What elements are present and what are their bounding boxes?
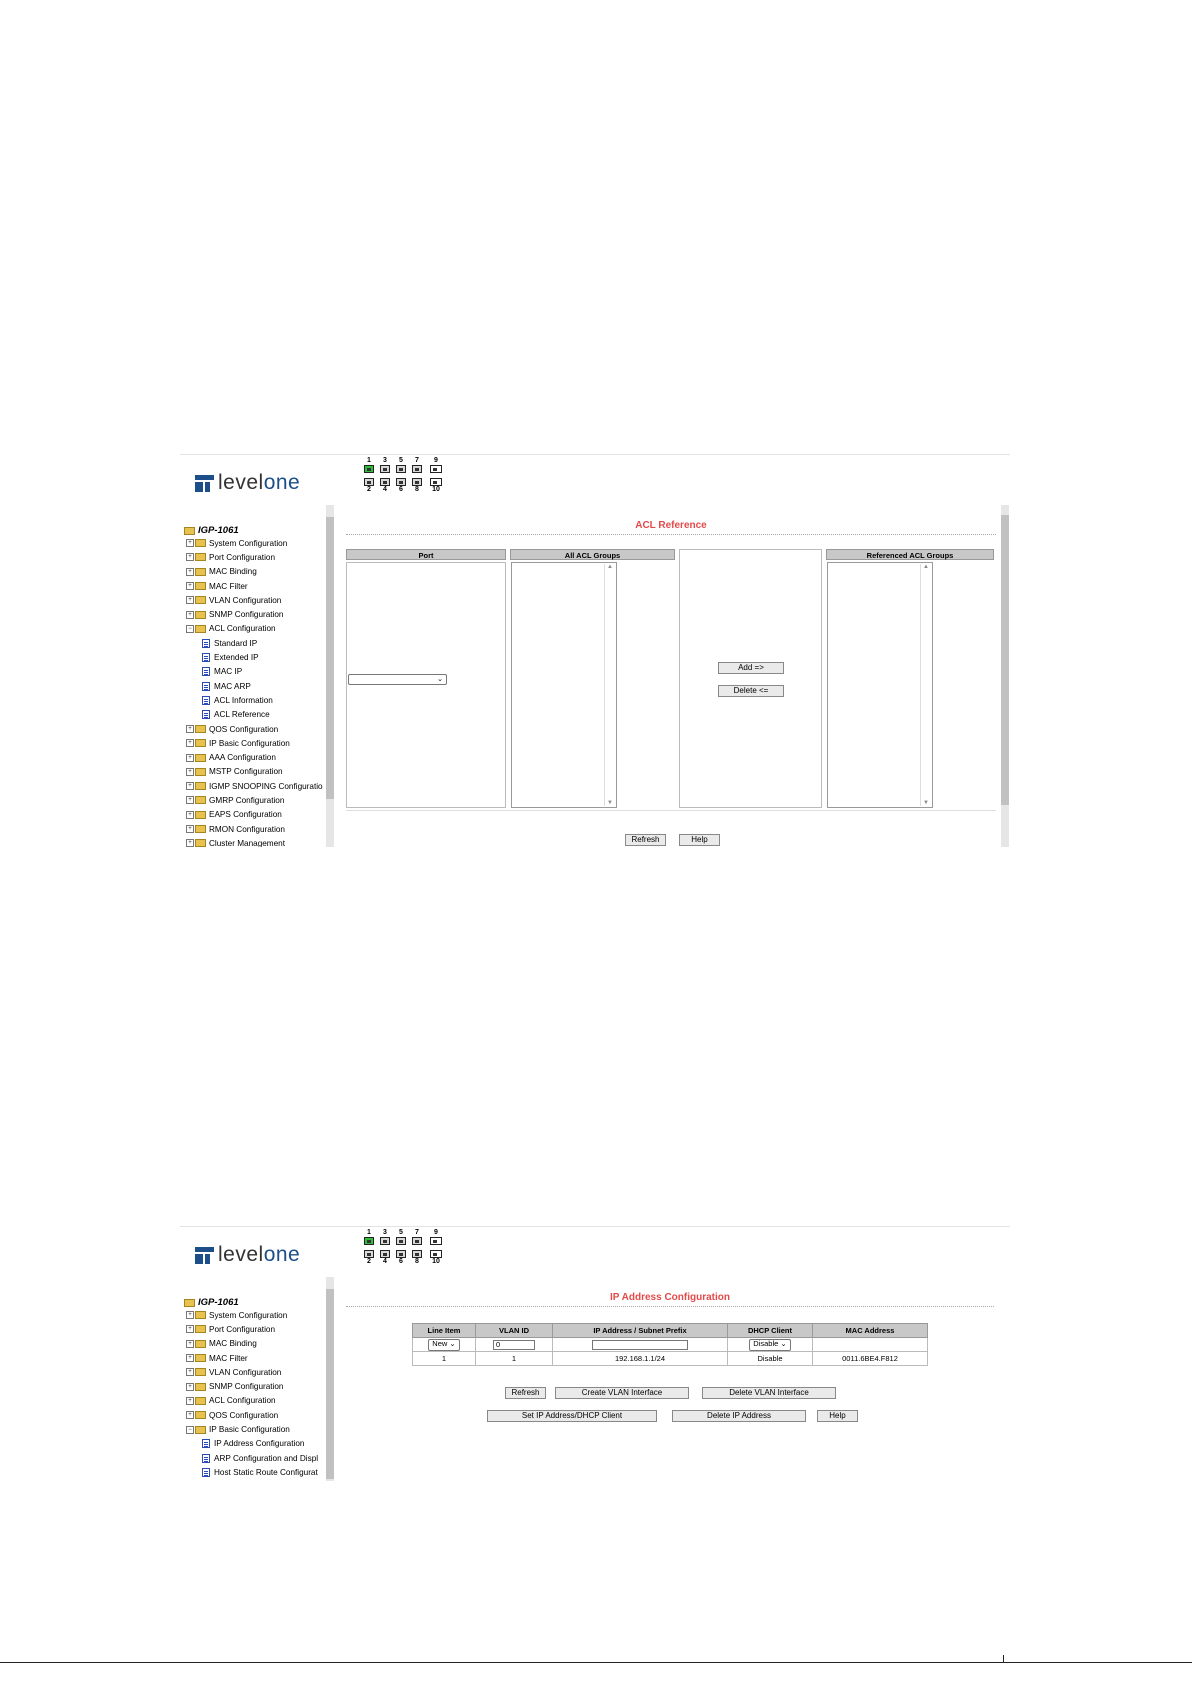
expand-icon[interactable]: + — [186, 1397, 194, 1405]
sidebar-scrollbar[interactable] — [326, 1277, 334, 1481]
footer-tick — [1003, 1655, 1004, 1663]
ip-cell: 192.168.1.1/24 — [553, 1352, 728, 1366]
port-icon — [380, 1237, 390, 1245]
tree-item-label: MSTP Configuration — [209, 767, 283, 777]
tree-item[interactable] — [180, 793, 336, 807]
collapse-icon[interactable]: − — [186, 1426, 194, 1434]
expand-icon[interactable]: + — [186, 782, 194, 790]
folder-icon — [195, 1383, 206, 1391]
delete-button[interactable]: Delete <= — [718, 685, 784, 697]
port-icon — [396, 478, 406, 486]
tree-root[interactable] — [184, 525, 336, 536]
tree-item-label: MAC Filter — [209, 1353, 248, 1363]
delete-vlan-interface-button[interactable]: Delete VLAN Interface — [702, 1387, 836, 1399]
tree-item-label: Port Configuration — [209, 1324, 275, 1334]
page-icon — [202, 710, 210, 719]
collapse-icon[interactable]: − — [186, 625, 194, 633]
folder-icon — [195, 796, 206, 804]
divider — [346, 534, 996, 535]
tree-item-label: VLAN Configuration — [209, 595, 282, 605]
divider — [346, 810, 996, 811]
port-7-8[interactable] — [411, 1229, 423, 1266]
dhcp-cell: Disable — [728, 1352, 813, 1366]
folder-open-icon — [195, 1426, 206, 1434]
tree-item-label: Port Configuration — [209, 552, 275, 562]
port-number: 6 — [399, 1258, 403, 1265]
page-title: ACL Reference — [635, 520, 707, 531]
content-scrollbar[interactable] — [1001, 505, 1009, 847]
port-number: 3 — [383, 457, 387, 464]
tree-item[interactable] — [180, 836, 336, 847]
port-5-6[interactable] — [395, 1229, 407, 1266]
device-name: IGP-1061 — [198, 1297, 239, 1308]
sfp-port-icon — [430, 1250, 442, 1258]
tree-item-label: ACL Information — [214, 695, 273, 705]
port-number: 8 — [415, 486, 419, 493]
port-header: Port — [346, 549, 506, 560]
tree-item-label: QOS Configuration — [209, 1410, 279, 1420]
expand-icon[interactable]: + — [186, 811, 194, 819]
tree-items — [180, 1308, 336, 1480]
expand-icon[interactable]: + — [186, 568, 194, 576]
logo-text: levelone — [218, 471, 301, 494]
tree-item[interactable] — [180, 579, 336, 593]
vlan-id-input[interactable]: 0 — [493, 1340, 535, 1350]
tree-item[interactable] — [180, 693, 336, 707]
tree-item[interactable] — [180, 736, 336, 750]
page-icon — [202, 653, 210, 662]
port-number: 7 — [415, 1229, 419, 1236]
tree-item[interactable] — [180, 1437, 336, 1451]
col-dhcp-client: DHCP Client — [728, 1324, 813, 1338]
tree-item[interactable] — [180, 779, 336, 793]
tree-item-label: SNMP Configuration — [209, 610, 284, 620]
levelone-logo-icon — [195, 475, 214, 492]
tree-item-label: System Configuration — [209, 1310, 288, 1320]
header — [180, 1227, 1010, 1275]
ip-address-input[interactable] — [592, 1340, 688, 1350]
folder-icon — [195, 1340, 206, 1348]
line-item-cell: 1 — [413, 1352, 476, 1366]
scrollbar-thumb[interactable] — [326, 1289, 334, 1479]
list-scrollbar[interactable]: ▲ ▼ — [920, 564, 931, 806]
folder-icon — [195, 839, 206, 847]
port-1-2[interactable] — [363, 1229, 375, 1266]
tree-item-label: MAC IP — [214, 667, 243, 677]
tree-item-label: System Configuration — [209, 538, 288, 548]
line-item-select[interactable]: New ⌄ — [428, 1339, 459, 1351]
tree-item-label: SNMP Configuration — [209, 1382, 284, 1392]
tree-item-label: ACL Configuration — [209, 1396, 276, 1406]
tree-item-label: ACL Configuration — [209, 624, 276, 634]
tree-item[interactable] — [180, 1408, 336, 1422]
expand-icon[interactable]: + — [186, 1340, 194, 1348]
tree-item-label: MAC Binding — [209, 567, 257, 577]
expand-icon[interactable]: + — [186, 1411, 194, 1419]
tree-item[interactable] — [180, 1451, 336, 1465]
dhcp-client-select[interactable]: Disable ⌄ — [749, 1339, 790, 1351]
tree-item-label: VLAN Configuration — [209, 1367, 282, 1377]
levelone-logo-icon — [195, 1247, 214, 1264]
help-button[interactable]: Help — [817, 1410, 858, 1422]
port-icon — [396, 465, 406, 473]
port-number: 8 — [415, 1258, 419, 1265]
folder-icon — [195, 568, 206, 576]
folder-icon — [195, 768, 206, 776]
expand-icon[interactable]: + — [186, 596, 194, 604]
port-number: 1 — [367, 1229, 371, 1236]
tree-items — [180, 536, 336, 847]
port-5-6[interactable] — [395, 457, 407, 494]
list-scrollbar[interactable]: ▲ ▼ — [604, 564, 615, 806]
port-icon — [380, 1250, 390, 1258]
select-value: New — [432, 1338, 448, 1348]
folder-icon — [195, 539, 206, 547]
folder-icon — [195, 825, 206, 833]
table-row[interactable] — [413, 1352, 928, 1366]
folder-icon — [195, 596, 206, 604]
port-number: 4 — [383, 1258, 387, 1265]
tree-item[interactable] — [180, 1337, 336, 1351]
page-icon — [202, 1439, 210, 1448]
tree-item[interactable] — [180, 822, 336, 836]
tree-item-label: IP Basic Configuration — [209, 738, 290, 748]
folder-open-icon — [184, 1299, 195, 1307]
port-icon — [364, 1237, 374, 1245]
tree-item[interactable] — [180, 708, 336, 722]
port-icon — [364, 465, 374, 473]
port-icon — [364, 1250, 374, 1258]
ip-address-screenshot — [180, 1226, 1010, 1481]
new-entry-row — [413, 1338, 928, 1352]
tree-item-label: AAA Configuration — [209, 753, 276, 763]
divider — [346, 1306, 994, 1307]
tree-item[interactable] — [180, 593, 336, 607]
port-number: 2 — [367, 486, 371, 493]
port-number: 10 — [432, 486, 440, 493]
tree-item[interactable] — [180, 536, 336, 550]
port-number: 5 — [399, 1229, 403, 1236]
tree-item[interactable] — [180, 722, 336, 736]
page-title: IP Address Configuration — [609, 1292, 730, 1303]
action-column — [679, 549, 822, 808]
tree-item-label: ACL Reference — [214, 710, 270, 720]
expand-icon[interactable]: + — [186, 754, 194, 762]
tree-item-label: IP Address Configuration — [214, 1439, 305, 1449]
ip-table — [412, 1323, 928, 1366]
tree-item-label: MAC Binding — [209, 1339, 257, 1349]
select-value: Disable — [753, 1338, 779, 1348]
expand-icon[interactable]: + — [186, 611, 194, 619]
line-item-cell — [413, 1338, 476, 1352]
col-vlan-id: VLAN ID — [476, 1324, 553, 1338]
scrollbar-thumb[interactable] — [1001, 515, 1009, 805]
port-number: 3 — [383, 1229, 387, 1236]
port-icon — [412, 1250, 422, 1258]
folder-open-icon — [195, 625, 206, 633]
tree-item[interactable] — [180, 808, 336, 822]
tree-item[interactable] — [180, 650, 336, 664]
page-icon — [202, 682, 210, 691]
port-3-4[interactable] — [379, 1229, 391, 1266]
expand-icon[interactable]: + — [186, 796, 194, 804]
tree-item[interactable] — [180, 750, 336, 764]
port-number: 1 — [367, 457, 371, 464]
tree-item-label: MAC ARP — [214, 681, 251, 691]
acl-reference-screenshot — [180, 454, 1010, 849]
tree-item-label: Standard IP — [214, 638, 258, 648]
tree-item[interactable] — [180, 636, 336, 650]
tree-item[interactable] — [180, 1351, 336, 1365]
sfp-port-icon — [430, 478, 442, 486]
folder-icon — [195, 611, 206, 619]
acl-reference-panel — [346, 503, 996, 847]
tree-item[interactable] — [180, 1308, 336, 1322]
expand-icon[interactable]: + — [186, 539, 194, 547]
port-number: 9 — [434, 1229, 438, 1236]
port-icon — [412, 1237, 422, 1245]
expand-icon[interactable]: + — [186, 1368, 194, 1376]
create-vlan-interface-button[interactable]: Create VLAN Interface — [555, 1387, 689, 1399]
folder-icon — [195, 811, 206, 819]
tree-item[interactable] — [180, 665, 336, 679]
folder-open-icon — [184, 527, 195, 535]
sfp-port-icon — [430, 465, 442, 473]
tree-item[interactable] — [180, 1422, 336, 1436]
tree-item-label: GMRP Configuration — [209, 795, 285, 805]
nav-tree — [180, 503, 336, 847]
levelone-logo — [195, 471, 300, 495]
delete-ip-address-button[interactable]: Delete IP Address — [672, 1410, 806, 1422]
port-1-2[interactable] — [363, 457, 375, 494]
scrollbar-thumb[interactable] — [326, 517, 334, 799]
refresh-button[interactable]: Refresh — [505, 1387, 546, 1399]
expand-icon[interactable]: + — [186, 739, 194, 747]
port-number: 2 — [367, 1258, 371, 1265]
tree-item[interactable] — [180, 1379, 336, 1393]
sidebar-scrollbar[interactable] — [326, 505, 334, 847]
tree-item[interactable] — [180, 765, 336, 779]
port-icon — [412, 465, 422, 473]
footer-rule — [0, 1662, 1192, 1663]
header — [180, 455, 1010, 503]
dhcp-cell — [728, 1338, 813, 1352]
mac-cell — [813, 1338, 928, 1352]
expand-icon[interactable]: + — [186, 839, 194, 847]
col-line-item: Line Item — [413, 1324, 476, 1338]
set-ip-dhcp-button[interactable]: Set IP Address/DHCP Client — [487, 1410, 657, 1422]
levelone-logo — [195, 1243, 300, 1267]
folder-icon — [195, 725, 206, 733]
tree-item[interactable] — [180, 1322, 336, 1336]
port-9-10[interactable] — [430, 1229, 442, 1266]
vlan-id-cell: 1 — [476, 1352, 553, 1366]
folder-icon — [195, 1325, 206, 1333]
folder-icon — [195, 1411, 206, 1419]
port-number: 5 — [399, 457, 403, 464]
tree-item-label: MAC Filter — [209, 581, 248, 591]
expand-icon[interactable]: + — [186, 553, 194, 561]
sfp-port-icon — [430, 1237, 442, 1245]
port-icon — [396, 1250, 406, 1258]
logo-text: levelone — [218, 1243, 301, 1266]
port-number: 7 — [415, 457, 419, 464]
folder-icon — [195, 1354, 206, 1362]
tree-item[interactable] — [180, 1465, 336, 1479]
tree-item[interactable] — [180, 1365, 336, 1379]
tree-item[interactable] — [180, 550, 336, 564]
port-number: 4 — [383, 486, 387, 493]
all-acl-groups-list[interactable] — [511, 562, 617, 808]
port-number: 6 — [399, 486, 403, 493]
referenced-acl-groups-list[interactable] — [827, 562, 933, 808]
ip-config-panel — [346, 1275, 994, 1481]
folder-icon — [195, 754, 206, 762]
port-number: 9 — [434, 457, 438, 464]
folder-icon — [195, 739, 206, 747]
expand-icon[interactable]: + — [186, 725, 194, 733]
page-icon — [202, 639, 210, 648]
acl-form — [346, 538, 996, 808]
all-acl-header: All ACL Groups — [510, 549, 675, 560]
table-header-row — [413, 1324, 928, 1338]
vlan-id-cell — [476, 1338, 553, 1352]
port-icon — [412, 478, 422, 486]
tree-item[interactable] — [180, 607, 336, 621]
expand-icon[interactable]: + — [186, 1311, 194, 1319]
port-icon — [380, 478, 390, 486]
tree-item-label: QOS Configuration — [209, 724, 279, 734]
expand-icon[interactable]: + — [186, 1325, 194, 1333]
tree-item[interactable] — [180, 679, 336, 693]
refresh-button[interactable]: Refresh — [625, 834, 666, 846]
folder-icon — [195, 553, 206, 561]
tree-item-label: IP Basic Configuration — [209, 1425, 290, 1435]
port-3-4[interactable] — [379, 457, 391, 494]
page-icon — [202, 667, 210, 676]
col-ip-address: IP Address / Subnet Prefix — [553, 1324, 728, 1338]
expand-icon[interactable]: + — [186, 1354, 194, 1362]
port-number: 10 — [432, 1258, 440, 1265]
expand-icon[interactable]: + — [186, 768, 194, 776]
port-icon — [380, 465, 390, 473]
tree-item-label: Extended IP — [214, 653, 259, 663]
tree-item[interactable] — [180, 565, 336, 579]
ip-cell — [553, 1338, 728, 1352]
chevron-down-icon: ⌄ — [437, 676, 443, 683]
page-icon — [202, 1468, 210, 1477]
folder-icon — [195, 1397, 206, 1405]
expand-icon[interactable]: + — [186, 582, 194, 590]
port-7-8[interactable] — [411, 457, 423, 494]
tree-item-label: IGMP SNOOPING Configuratio — [209, 781, 323, 791]
help-button[interactable]: Help — [679, 834, 720, 846]
tree-item-label: ARP Configuration and Displ — [214, 1453, 319, 1463]
mac-cell: 0011.6BE4.F812 — [813, 1352, 928, 1366]
page-icon — [202, 1454, 210, 1463]
tree-item[interactable] — [180, 1394, 336, 1408]
folder-icon — [195, 782, 206, 790]
add-button[interactable]: Add => — [718, 662, 784, 674]
expand-icon[interactable]: + — [186, 1383, 194, 1391]
port-icon — [364, 478, 374, 486]
referenced-acl-header: Referenced ACL Groups — [826, 549, 994, 560]
port-9-10[interactable] — [430, 457, 442, 494]
expand-icon[interactable]: + — [186, 825, 194, 833]
port-select[interactable] — [348, 674, 447, 685]
device-name: IGP-1061 — [198, 525, 239, 536]
page-icon — [202, 696, 210, 705]
port-icon — [396, 1237, 406, 1245]
folder-icon — [195, 582, 206, 590]
port-column — [346, 562, 506, 808]
col-mac-address: MAC Address — [813, 1324, 928, 1338]
nav-tree — [180, 1275, 336, 1481]
tree-item-label: Cluster Management — [209, 838, 285, 847]
folder-icon — [195, 1311, 206, 1319]
tree-item[interactable] — [180, 622, 336, 636]
tree-item-label: Host Static Route Configurat — [214, 1467, 318, 1477]
tree-item-label: EAPS Configuration — [209, 810, 282, 820]
tree-root[interactable] — [184, 1297, 336, 1308]
folder-icon — [195, 1368, 206, 1376]
tree-item-label: RMON Configuration — [209, 824, 285, 834]
